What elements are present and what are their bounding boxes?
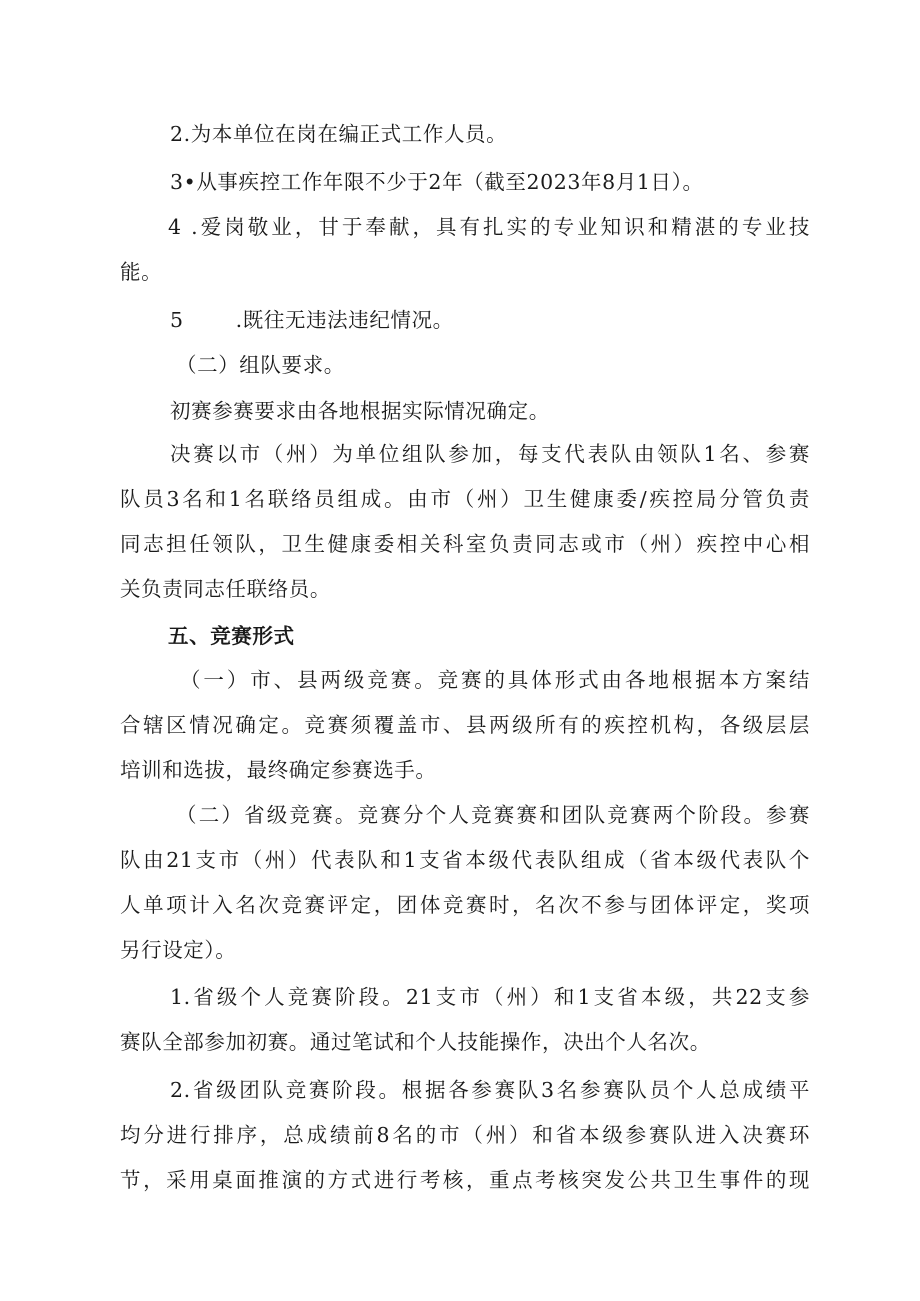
paragraph-line: 关负责同志任联络员。 [120,577,331,601]
paragraph-line: 队员3名和1名联络员组成。由市（州）卫生健康委/疾控局分管负责 [120,487,810,511]
paragraph-line: 均分进行排序，总成绩前8名的市（州）和省本级参赛队进入决赛环 [120,1123,810,1147]
paragraph-line: 赛队全部参加初赛。通过笔试和个人技能操作，决出个人名次。 [120,1030,711,1054]
paragraph-line: 3•从事疾控工作年限不少于2年（截至2023年8月1日）。 [170,170,704,194]
paragraph-line: （一）市、县两级竞赛。竞赛的具体形式由各地根据本方案结 [180,668,810,692]
paragraph-line: 2.为本单位在岗在编正式工作人员。 [170,122,508,146]
paragraph-line: 另行设定）。 [120,938,237,962]
paragraph-line: 合辖区情况确定。竞赛须覆盖市、县两级所有的疾控机构，各级层层 [120,713,810,737]
paragraph-line: 决赛以市（州）为单位组队参加，每支代表队由领队1名、参赛 [170,442,810,466]
paragraph-line: 人单项计入名次竞赛评定，团体竞赛时，名次不参与团体评定，奖项 [120,893,810,917]
subsection-heading: （二）组队要求。 [176,353,345,377]
paragraph-line: 节，采用桌面推演的方式进行考核，重点考核突发公共卫生事件的现 [120,1168,810,1192]
paragraph-line: 4 .爱岗敬业，甘于奉献，具有扎实的专业知识和精湛的专业技 [168,215,810,239]
paragraph-line: 同志担任领队，卫生健康委相关科室负责同志或市（州）疾控中心相 [120,532,810,556]
paragraph-line: 队由21支市（州）代表队和1支省本级代表队组成（省本级代表队个 [120,848,810,872]
paragraph-line [170,306,810,334]
list-text: .既往无违法违纪情况。 [235,308,454,332]
paragraph-line: 2.省级团队竞赛阶段。根据各参赛队3名参赛队员个人总成绩平 [170,1078,810,1102]
paragraph-line: 能。 [120,260,163,284]
paragraph-line: 培训和选拔，最终确定参赛选手。 [120,758,437,782]
paragraph-line: （二）省级竞赛。竞赛分个人竞赛赛和团队竞赛两个阶段。参赛 [176,803,810,827]
paragraph-line: 初赛参赛要求由各地根据实际情况确定。 [170,399,550,423]
paragraph-line: 1.省级个人竞赛阶段。21支市（州）和1支省本级，共22支参 [170,985,810,1009]
section-heading: 五、竞赛形式 [168,624,295,648]
list-number: 5 [170,308,184,332]
